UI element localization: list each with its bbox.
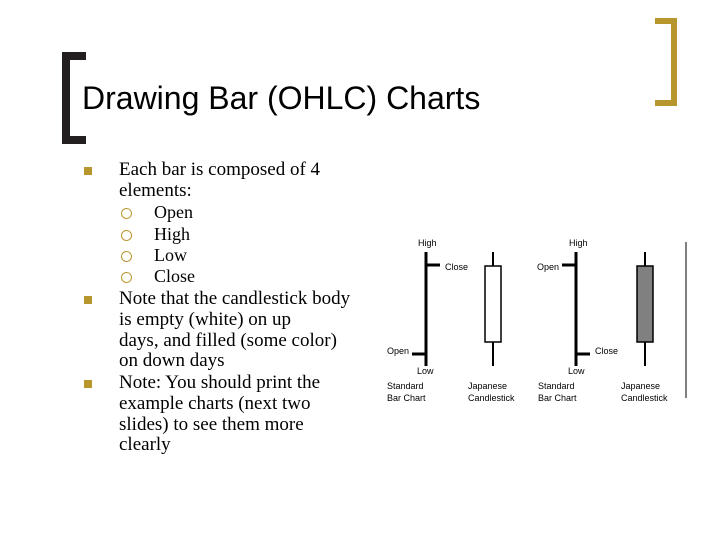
caption-japanese-1-line-2: Candlestick bbox=[468, 393, 515, 403]
down-bar-low-label: Low bbox=[568, 366, 585, 376]
caption-standard-2-line-2: Bar Chart bbox=[538, 393, 577, 403]
bullet-2-line-2: is empty (white) on up bbox=[119, 309, 292, 330]
slide-title: Drawing Bar (OHLC) Charts bbox=[82, 80, 481, 116]
sub-bullet-close: Close bbox=[154, 266, 196, 286]
caption-standard-2-line-1: Standard bbox=[538, 381, 575, 391]
caption-standard-1-line-2: Bar Chart bbox=[387, 393, 426, 403]
caption-japanese-2-line-2: Candlestick bbox=[621, 393, 668, 403]
bullet-1-line-1: Each bar is composed of 4 bbox=[119, 159, 321, 180]
sub-bullet-low: Low bbox=[154, 245, 187, 265]
down-bar-high-label: High bbox=[569, 238, 588, 248]
bullet-3-line-4: clearly bbox=[119, 434, 171, 455]
up-bar-close-label: Close bbox=[445, 262, 469, 272]
caption-japanese-1-line-1: Japanese bbox=[468, 381, 508, 391]
caption-standard-1-line-1: Standard bbox=[387, 381, 424, 391]
down-candle-body bbox=[637, 266, 653, 342]
bullet-2-line-1: Note that the candlestick body bbox=[119, 288, 351, 309]
up-bar-high-label: High bbox=[418, 238, 437, 248]
sub-bullet-open: Open bbox=[154, 202, 193, 222]
bullet-1-line-2: elements: bbox=[119, 180, 192, 201]
caption-japanese-2-line-1: Japanese bbox=[621, 381, 661, 391]
bullet-3-line-2: example charts (next two bbox=[119, 393, 311, 414]
down-bar-open-label: Open bbox=[537, 262, 560, 272]
sub-bullet-high: High bbox=[154, 224, 190, 244]
up-candle-body bbox=[485, 266, 501, 342]
bullet-2-line-4: on down days bbox=[119, 350, 225, 371]
bullet-2-line-3: days, and filled (some color) bbox=[119, 330, 337, 351]
bullet-3-line-1: Note: You should print the bbox=[119, 372, 321, 393]
up-bar-open-label: Open bbox=[387, 346, 410, 356]
up-bar-low-label: Low bbox=[417, 366, 434, 376]
bullet-3-line-3: slides) to see them more bbox=[119, 414, 304, 435]
down-bar-close-label: Close bbox=[595, 346, 619, 356]
